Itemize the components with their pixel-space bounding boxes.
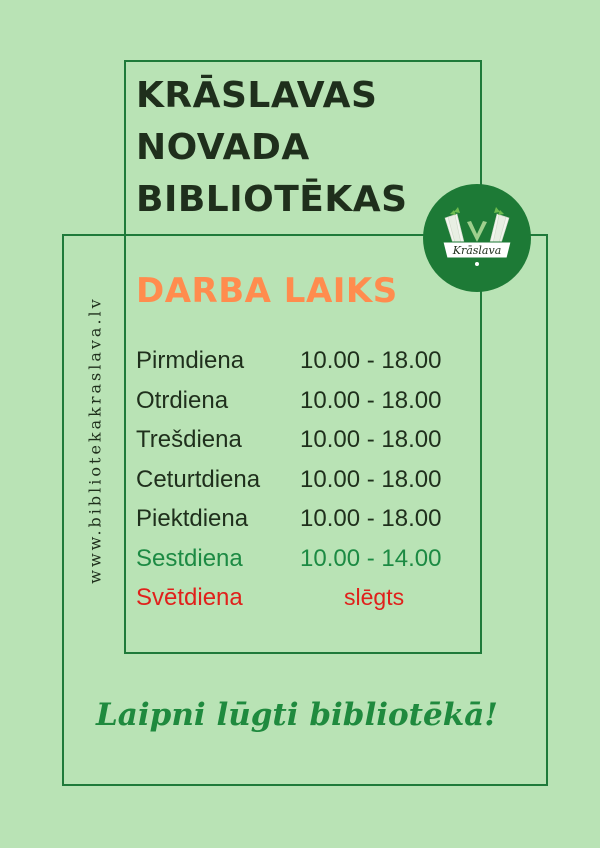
- opening-hours-table: [136, 341, 476, 618]
- title-line-3: BIBLIOTĒKAS: [136, 179, 408, 220]
- schedule-row-wednesday: [136, 420, 476, 460]
- schedule-row-sunday: [136, 578, 476, 618]
- opening-hours-heading: DARBA LAIKS: [136, 271, 398, 311]
- hours-value: 10.00 - 18.00: [300, 386, 442, 414]
- schedule-row-friday: [136, 499, 476, 539]
- title-line-2: NOVADA: [136, 127, 310, 168]
- day-label: Ceturtdiena: [136, 465, 261, 493]
- website-url: www.bibliotekakraslava.lv: [85, 296, 105, 584]
- day-label: Trešdiena: [136, 426, 242, 453]
- day-label: Sestdiena: [136, 544, 243, 572]
- hours-value: 10.00 - 14.00: [300, 544, 442, 572]
- hours-value: 10.00 - 18.00: [300, 505, 442, 532]
- hours-value: 10.00 - 18.00: [300, 426, 442, 453]
- day-label: Svētdiena: [136, 584, 243, 611]
- day-label: Otrdiena: [136, 386, 229, 414]
- welcome-message: Laipni lūgti bibliotēkā!: [96, 697, 498, 733]
- library-title: [136, 70, 408, 226]
- schedule-row-saturday: [136, 539, 476, 579]
- schedule-row-thursday: [136, 460, 476, 500]
- day-label: Pirmdiena: [136, 347, 245, 374]
- hours-value: 10.00 - 18.00: [300, 465, 442, 493]
- day-label: Piektdiena: [136, 505, 249, 532]
- hours-value: slēgts: [344, 584, 405, 610]
- title-line-1: KRĀSLAVAS: [136, 75, 378, 116]
- kraslava-library-logo-icon: [423, 184, 531, 292]
- logo-text: Krāslava: [452, 244, 502, 257]
- schedule-row-monday: [136, 341, 476, 381]
- schedule-row-tuesday: [136, 381, 476, 421]
- hours-value: 10.00 - 18.00: [300, 347, 442, 374]
